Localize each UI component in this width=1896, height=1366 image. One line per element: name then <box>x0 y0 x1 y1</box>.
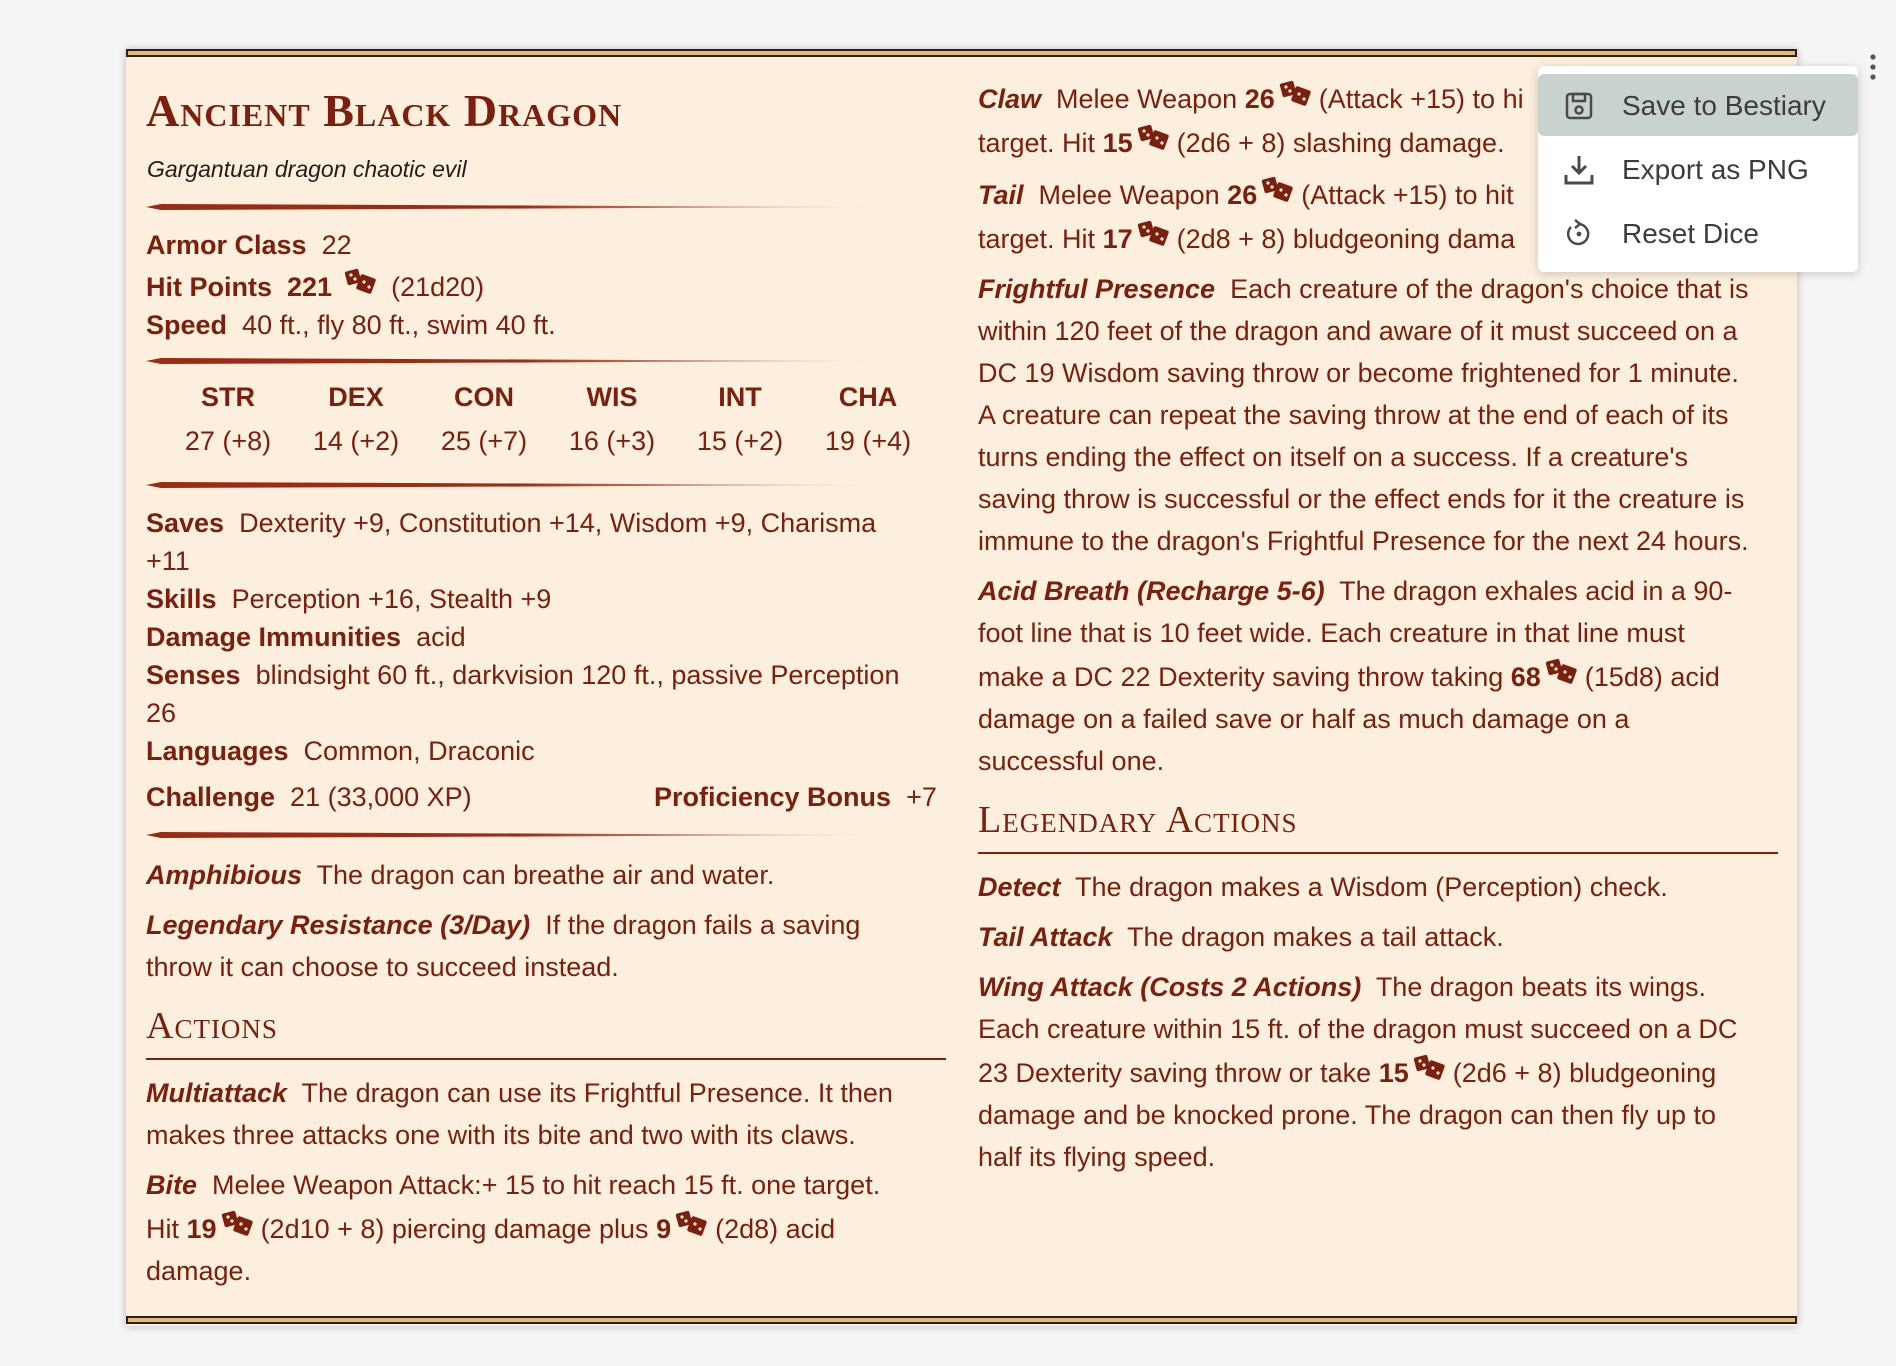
skills-row <box>146 578 551 620</box>
trait-amphibious <box>146 854 774 896</box>
action-name: Tail Attack <box>978 922 1113 952</box>
saves-value: Dexterity +9, Constitution +14, Wisdom +9, Charisma <box>239 508 877 538</box>
action-text-cont: A creature can repeat the saving throw at the end of each of its <box>978 400 1729 430</box>
languages-row <box>146 730 535 772</box>
actions-heading: Actions <box>146 1005 278 1047</box>
action-text: The dragon can use its Frightful Presence. It then <box>301 1078 893 1108</box>
action-text: (Attack +15) to hi <box>1318 84 1524 114</box>
action-name: Claw <box>978 84 1042 114</box>
challenge-row <box>146 776 472 818</box>
dice-icon[interactable] <box>1137 218 1171 260</box>
legendary-tail-attack <box>978 916 1504 958</box>
ability-value[interactable]: 16 (+3) <box>568 426 656 456</box>
action-frightful-presence <box>978 268 1749 310</box>
languages-label: Languages <box>146 736 289 766</box>
trait-name: Amphibious <box>146 860 302 890</box>
legendary-wing-attack <box>978 966 1706 1008</box>
trait-name: Legendary Resistance (3/Day) <box>146 910 531 940</box>
saves-value-cont: +11 <box>146 546 190 576</box>
ability-header: WIS <box>586 382 638 412</box>
action-text: Melee Weapon Attack:+ 15 to hit reach 15 ft. one target. <box>212 1170 881 1200</box>
action-name: Frightful Presence <box>978 274 1216 304</box>
action-name: Acid Breath (Recharge 5-6) <box>978 576 1325 606</box>
ability-header: STR <box>201 382 255 412</box>
ability-score-values <box>164 426 932 457</box>
damage-value: 15 <box>1102 128 1133 158</box>
damage-dice: (2d8 + 8) bludgeoning dama <box>1176 224 1516 254</box>
skills-label: Skills <box>146 584 217 614</box>
damage-value: 9 <box>656 1214 672 1244</box>
action-text-cont: immune to the dragon's Frightful Presence for the next 24 hours. <box>978 526 1749 556</box>
proficiency-label: Proficiency Bonus <box>654 782 892 812</box>
dice-icon[interactable] <box>1413 1052 1447 1094</box>
damage-dice: (15d8) acid <box>1584 662 1720 692</box>
trait-text: The dragon can breathe air and water. <box>316 860 775 890</box>
action-text: target. Hit <box>978 224 1096 254</box>
ability-value[interactable]: 14 (+2) <box>312 426 400 456</box>
action-text-cont: damage. <box>146 1256 252 1286</box>
speed-row <box>146 304 556 346</box>
action-text: make a DC 22 Dexterity saving throw taking <box>978 662 1504 692</box>
armor-class-value: 22 <box>321 230 352 260</box>
action-text-cont: turns ending the effect on itself on a success. If a creature's <box>978 442 1689 472</box>
action-text-cont: DC 19 Wisdom saving throw or become frightened for 1 minute. <box>978 358 1739 388</box>
bite-damage-row <box>146 1208 835 1250</box>
armor-class-row <box>146 224 352 266</box>
immunities-value: acid <box>416 622 466 652</box>
section-underline <box>978 852 1778 854</box>
dice-icon[interactable] <box>1261 174 1295 216</box>
menu-item-save-to-bestiary[interactable] <box>1538 74 1858 136</box>
monster-type: Gargantuan dragon chaotic evil <box>147 156 467 182</box>
action-text: The dragon beats its wings. <box>1375 972 1706 1002</box>
action-text-cont: half its flying speed. <box>978 1142 1216 1172</box>
hit-points-row <box>146 266 484 308</box>
speed-label: Speed <box>146 310 228 340</box>
hit-points-label: Hit Points <box>146 272 272 302</box>
monster-name: Ancient Black Dragon <box>146 85 623 136</box>
challenge-label: Challenge <box>146 782 276 812</box>
damage-value: 68 <box>1510 662 1541 692</box>
menu-item-label: Reset Dice <box>1622 218 1759 249</box>
action-text: (Attack +15) to hit <box>1301 180 1514 210</box>
immunities-label: Damage Immunities <box>146 622 402 652</box>
trait-text-cont: throw it can choose to succeed instead. <box>146 952 619 982</box>
download-icon <box>1562 153 1596 187</box>
more-options-icon[interactable] <box>1868 52 1878 82</box>
menu-item-label: Export as PNG <box>1622 154 1809 185</box>
ability-header: CHA <box>838 382 898 412</box>
dice-icon[interactable] <box>1137 122 1171 164</box>
ability-value[interactable]: 19 (+4) <box>824 426 912 456</box>
dice-icon[interactable] <box>344 266 378 308</box>
save-icon <box>1562 89 1596 123</box>
action-text: target. Hit <box>978 128 1096 158</box>
action-text-cont: successful one. <box>978 746 1165 776</box>
menu-item-label: Save to Bestiary <box>1622 90 1826 121</box>
ability-header: DEX <box>328 382 384 412</box>
menu-item-reset-dice[interactable] <box>1538 202 1858 264</box>
senses-row <box>146 654 899 696</box>
languages-value: Common, Draconic <box>303 736 535 766</box>
action-text: The dragon makes a tail attack. <box>1127 922 1504 952</box>
action-acid-breath <box>978 570 1732 612</box>
saves-label: Saves <box>146 508 225 538</box>
action-text: Melee Weapon <box>1038 180 1220 210</box>
action-name: Tail <box>978 180 1024 210</box>
ability-header: CON <box>454 382 514 412</box>
damage-dice: (2d6 + 8) bludgeoning <box>1452 1058 1717 1088</box>
ability-value[interactable]: 27 (+8) <box>184 426 272 456</box>
action-text-cont: saving throw is successful or the effect ends for it the creature is <box>978 484 1745 514</box>
senses-value-cont: 26 <box>146 698 177 728</box>
section-underline <box>146 1058 946 1060</box>
ability-value[interactable]: 15 (+2) <box>696 426 784 456</box>
reset-icon <box>1562 217 1596 251</box>
legendary-detect <box>978 866 1668 908</box>
ability-header: INT <box>718 382 762 412</box>
dice-icon[interactable] <box>221 1208 255 1250</box>
trait-legendary-resistance <box>146 904 860 946</box>
senses-value: blindsight 60 ft., darkvision 120 ft., passive Perception <box>255 660 900 690</box>
action-text: Melee Weapon <box>1056 84 1238 114</box>
damage-value: 15 <box>1378 1058 1409 1088</box>
tail-damage-row <box>978 218 1515 260</box>
wing-attack-damage-row <box>978 1052 1716 1094</box>
action-text-cont: damage on a failed save or half as much damage on a <box>978 704 1630 734</box>
damage-value: 19 <box>186 1214 217 1244</box>
hit-label: Hit <box>146 1214 179 1244</box>
armor-class-label: Armor Class <box>146 230 307 260</box>
action-text: 23 Dexterity saving throw or take <box>978 1058 1372 1088</box>
statblock-top-border <box>126 49 1797 57</box>
action-text: The dragon exhales acid in a 90- <box>1339 576 1733 606</box>
hit-points-dice: (21d20) <box>391 272 485 302</box>
damage-value: 17 <box>1102 224 1133 254</box>
damage-dice: (2d8) acid <box>715 1214 836 1244</box>
challenge-value: 21 (33,000 XP) <box>290 782 472 812</box>
speed-value: 40 ft., fly 80 ft., swim 40 ft. <box>242 310 556 340</box>
legendary-actions-heading: Legendary Actions <box>978 799 1298 841</box>
immunities-row <box>146 616 466 658</box>
action-name: Wing Attack (Costs 2 Actions) <box>978 972 1362 1002</box>
acid-breath-damage-row <box>978 656 1720 698</box>
hit-points-value: 221 <box>287 272 333 302</box>
damage-dice: (2d10 + 8) piercing damage plus <box>260 1214 649 1244</box>
action-text-cont: Each creature within 15 ft. of the dragon must succeed on a DC <box>978 1014 1738 1044</box>
action-text: Each creature of the dragon's choice that is <box>1230 274 1749 304</box>
attack-value: 26 <box>1244 84 1275 114</box>
menu-item-export-as-png[interactable] <box>1538 138 1858 200</box>
action-text: The dragon makes a Wisdom (Perception) check. <box>1075 872 1668 902</box>
action-bite <box>146 1164 880 1206</box>
saves-row <box>146 502 876 544</box>
dice-icon[interactable] <box>1545 656 1579 698</box>
action-text-cont: makes three attacks one with its bite and two with its claws. <box>146 1120 856 1150</box>
proficiency-value: +7 <box>906 782 937 812</box>
action-name: Detect <box>978 872 1061 902</box>
ability-score-headers <box>164 382 932 413</box>
damage-dice: (2d6 + 8) slashing damage. <box>1176 128 1505 158</box>
proficiency-row <box>654 776 937 818</box>
statblock-bottom-border <box>126 1316 1797 1324</box>
trait-text: If the dragon fails a saving <box>545 910 861 940</box>
action-name: Multiattack <box>146 1078 288 1108</box>
dice-icon[interactable] <box>675 1208 709 1250</box>
action-name: Bite <box>146 1170 198 1200</box>
action-multiattack <box>146 1072 893 1114</box>
action-text-cont: foot line that is 10 feet wide. Each creature in that line must <box>978 618 1685 648</box>
ability-value[interactable]: 25 (+7) <box>440 426 528 456</box>
action-text-cont: within 120 feet of the dragon and aware of it must succeed on a <box>978 316 1738 346</box>
action-text-cont: damage and be knocked prone. The dragon can then fly up to <box>978 1100 1717 1130</box>
senses-label: Senses <box>146 660 241 690</box>
dice-icon[interactable] <box>1279 78 1313 120</box>
action-claw <box>978 78 1524 120</box>
attack-value: 26 <box>1227 180 1258 210</box>
skills-value: Perception +16, Stealth +9 <box>231 584 552 614</box>
claw-damage-row <box>978 122 1505 164</box>
action-tail <box>978 174 1514 216</box>
options-menu <box>1538 66 1858 272</box>
